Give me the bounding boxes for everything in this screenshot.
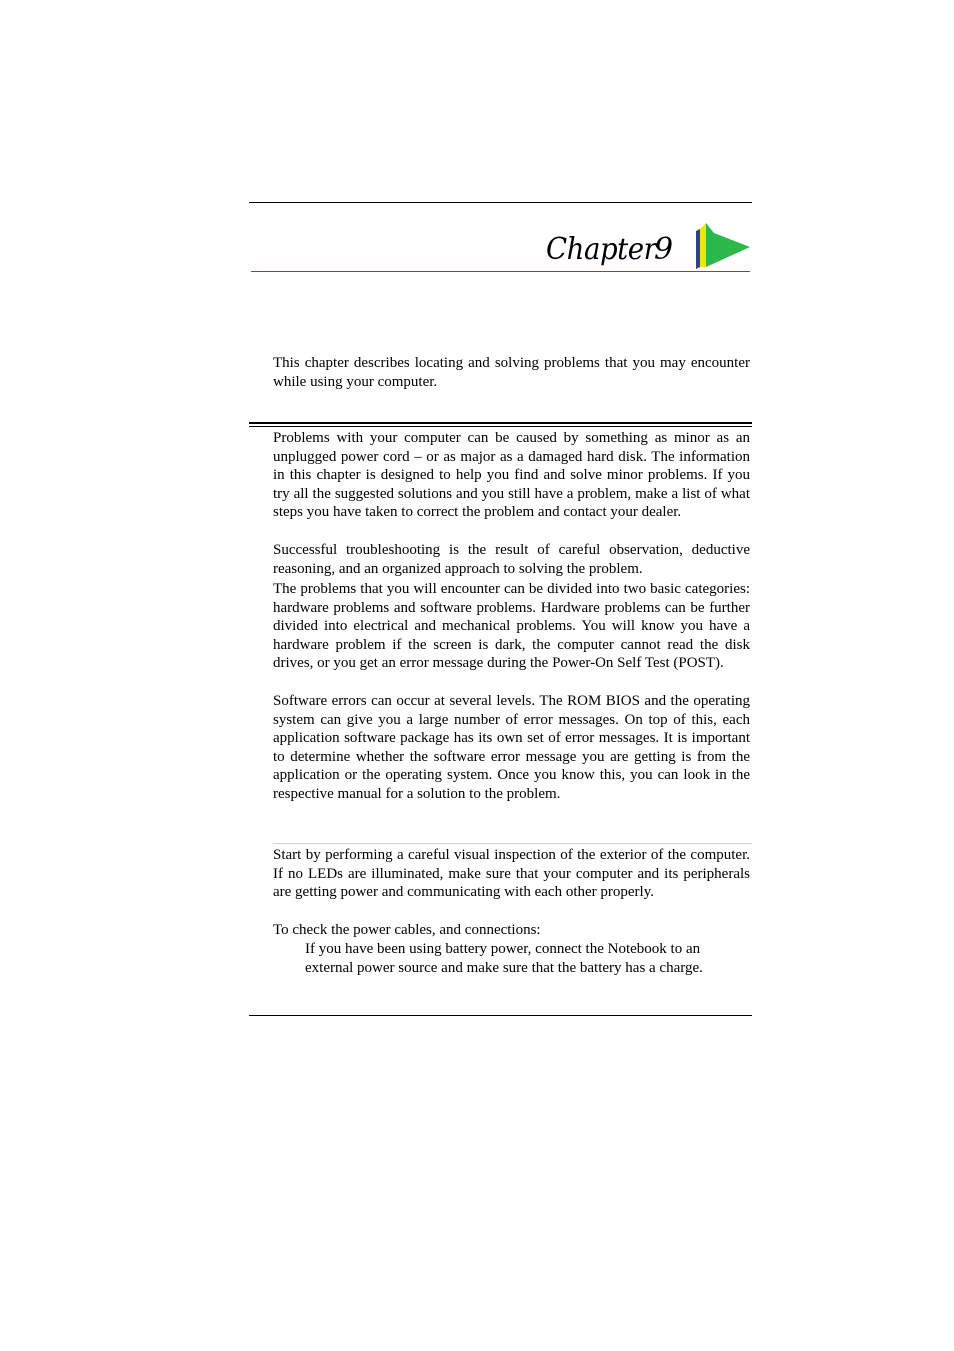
list-intro: To check the power cables, and connections: <box>273 922 541 938</box>
list-item: If you have been using battery power, connect the Notebook to an external power source and make sure that the battery has a charge. <box>305 941 703 976</box>
section-rule-thick <box>249 422 752 424</box>
header-red-rule <box>251 271 750 272</box>
paragraph-categories: The problems that you will encounter can be divided into two basic categories: hardware problems and software problems. Hardware problems can be further divided into electrical and mechanical problems. You will know you have a hardware problem if the screen is dark, the computer cannot read the disk drives, or you get an error message during the Power-On Self Test (POST). <box>273 581 750 672</box>
paragraph-problems: Problems with your computer can be caused by something as minor as an unplugged power cord – or as major as a damaged hard disk. The information in this chapter is designed to help you find and solve minor problems. If you try all the suggested solutions and you still have a problem, make a list of what steps you have taken to correct the problem and contact your dealer. <box>273 430 750 521</box>
chapter-title: Chapter <box>546 232 657 267</box>
chapter-number: 9 <box>654 232 674 267</box>
subsection-rule <box>273 843 752 844</box>
chapter-intro: This chapter describes locating and solving problems that you may encounter while using your computer. <box>273 355 750 390</box>
header-top-rule <box>249 202 752 203</box>
footer-rule <box>249 1015 752 1016</box>
paragraph-software-errors: Software errors can occur at several levels. The ROM BIOS and the operating system can give you a large number of error messages. On top of this, each application software package has its own set of error messages. It is important to determine whether the software error message you are getting is from the application or the operating system. Once you know this, you can look in the respective manual for a solution to the problem. <box>273 693 750 802</box>
paragraph-troubleshooting: Successful troubleshooting is the result of careful observation, deductive reasoning, and an organized approach to solving the problem. <box>273 542 750 577</box>
section-rule-thin <box>249 426 752 427</box>
chapter-logo-icon <box>694 221 752 271</box>
paragraph-visual-inspection: Start by performing a careful visual inspection of the exterior of the computer. If no LEDs are illuminated, make sure that your computer and its peripherals are getting power and communicating with each other properly. <box>273 847 750 901</box>
